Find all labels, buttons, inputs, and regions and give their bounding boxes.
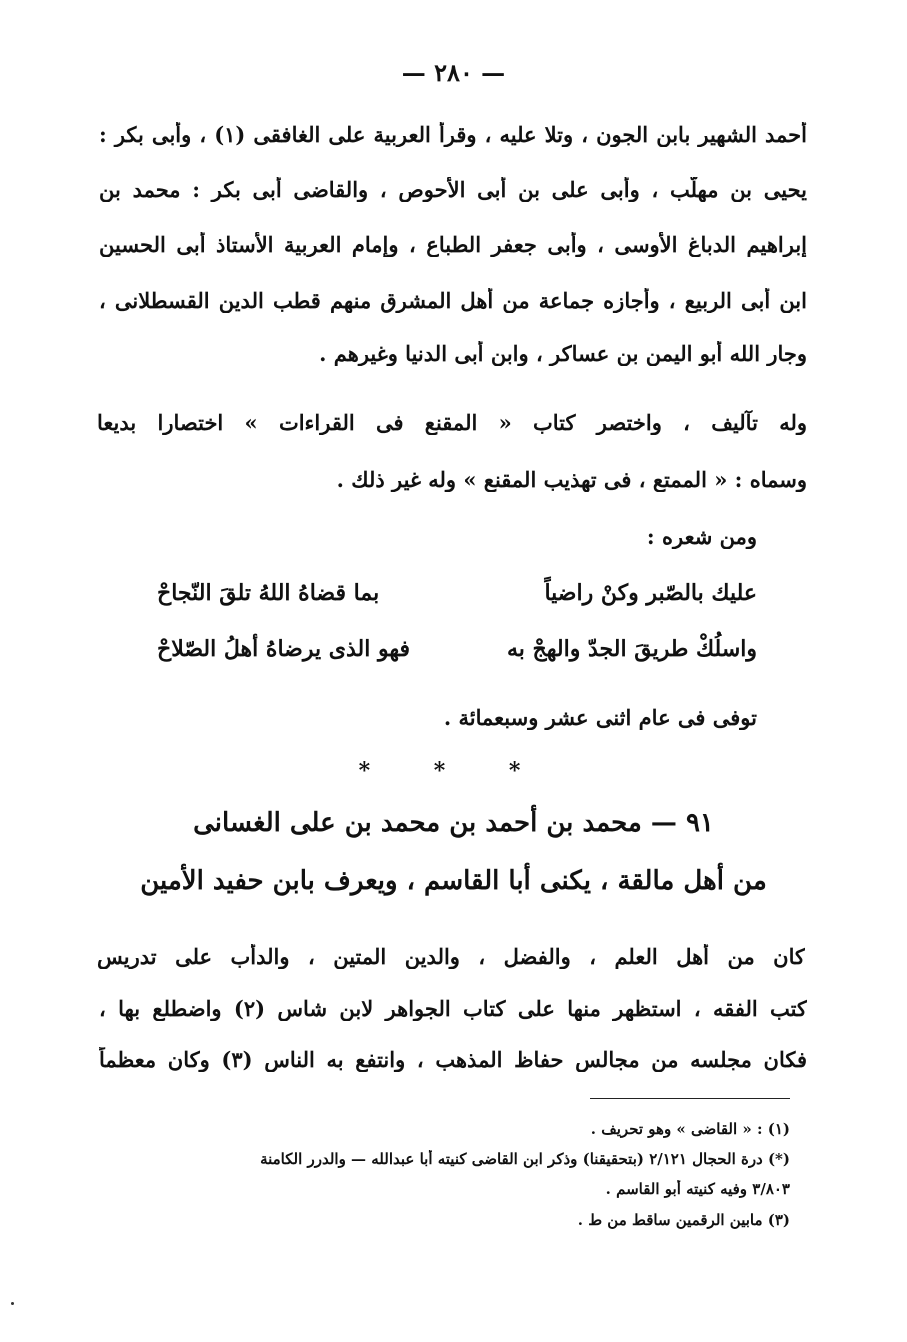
section-separator: * * *	[358, 758, 549, 784]
footnote: (٣) مابين الرقمين ساقط من ط .	[577, 1211, 790, 1229]
verse-first-hemistich: واسلُكْ طريقَ الجدّ والهجْ به	[506, 636, 757, 662]
scan-speck	[11, 1302, 14, 1305]
paragraph-line: أحمد الشهير بابن الجون ، وتلا عليه ، وقرأ العربية على الغافقى (١) ، وأبى بكر :	[99, 122, 807, 147]
paragraph-line: ابن أبى الربيع ، وأجازه جماعة من أهل المشرق منهم قطب الدين القسطلانى ،	[99, 288, 807, 313]
footnote: (١) : « القاضى » وهو تحريف .	[590, 1120, 790, 1138]
paragraph-line: وسماه : « الممتع ، فى تهذيب المقنع » وله غير ذلك .	[336, 467, 807, 492]
paragraph-line: يحيى بن مهلّب ، وأبى على بن أبى الأحوص ، والقاضى أبى بكر : محمد بن	[99, 177, 807, 202]
entry-subheading: من أهل مالقة ، يكنى أبا القاسم ، ويعرف بابن حفيد الأمين	[140, 866, 767, 896]
paragraph-line: فكان مجلسه من مجالس حفاظ المذهب ، وانتفع به الناس (٣) وكان معظماً	[99, 1047, 807, 1072]
footnote: (*) درة الحجال ٢/١٢١ (بتحقيقنا) وذكر ابن القاضى كنيته أبا عبدالله — والدرر الكامنة	[260, 1150, 790, 1168]
footnote-rule	[590, 1098, 790, 1099]
verse-second-hemistich: بما قضاهُ اللهُ تلقَ النّجاحْ	[157, 580, 380, 606]
paragraph-line: وله تآليف ، واختصر كتاب « المقنع فى القراءات » اختصارا بديعا	[97, 410, 807, 435]
page-number: — ٢٨٠ —	[401, 58, 506, 87]
poetry-intro: ومن شعره :	[646, 524, 757, 549]
paragraph-line: إبراهيم الدباغ الأوسى ، وأبى جعفر الطباع ، وإمام العربية الأستاذ أبى الحسين	[99, 232, 807, 257]
death-date-line: توفى فى عام اثنى عشر وسبعمائة .	[443, 705, 757, 730]
poem-verse	[157, 636, 757, 662]
paragraph-line: وجار الله أبو اليمن بن عساكر ، وابن أبى الدنيا وغيرهم .	[319, 341, 807, 366]
verse-first-hemistich: عليك بالصّبر وكنْ راضياً	[544, 580, 757, 606]
paragraph-line: كتب الفقه ، استظهر منها على كتاب الجواهر لابن شاس (٢) واضطلع بها ،	[99, 996, 807, 1021]
paragraph-line: كان من أهل العلم ، والفضل ، والدين المتين ، والدأب على تدريس	[97, 944, 805, 969]
poem-verse	[157, 580, 757, 606]
verse-second-hemistich: فهو الذى يرضاهُ أهلُ الصّلاحْ	[157, 636, 411, 662]
footnote: ٣/٨٠٣ وفيه كنيته أبو القاسم .	[605, 1180, 790, 1198]
entry-heading: ٩١ — محمد بن أحمد بن محمد بن على الغسانى	[193, 808, 714, 838]
